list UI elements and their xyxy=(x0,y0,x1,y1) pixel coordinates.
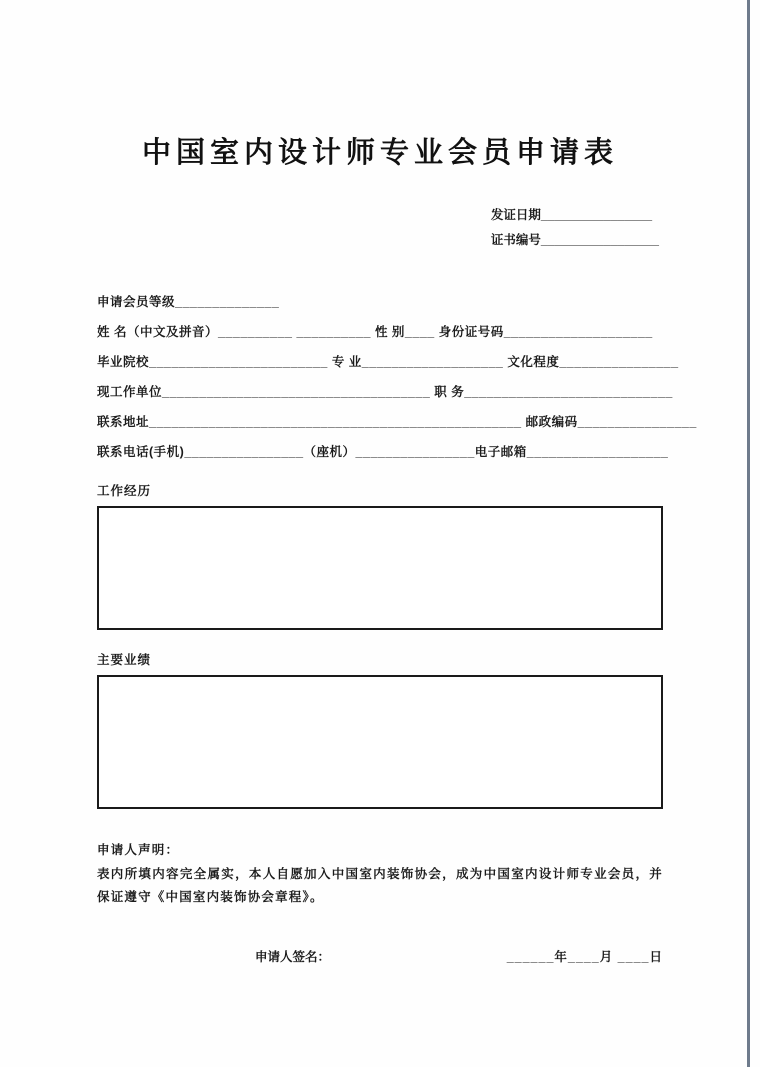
declaration-text: 表内所填内容完全属实，本人自愿加入中国室内装饰协会，成为中国室内设计师专业会员，并保证遵守《中国室内装饰协会章程》。 xyxy=(97,867,663,904)
page-title: 中国室内设计师专业会员申请表 xyxy=(141,137,618,169)
signature-row xyxy=(97,947,663,965)
work-experience-label: 工作经历 xyxy=(97,484,152,498)
form-line-name-gender-id: 姓 名（中文及拼音）__________ __________ 性 别____ 身份证号码____________________ xyxy=(97,325,653,339)
personal-info-section xyxy=(97,287,697,467)
declaration-heading: 申请人声明： xyxy=(97,843,180,857)
form-line-phone-email: 联系电话(手机)________________（座机）________________电子邮箱___________________ xyxy=(97,445,669,459)
issue-date-line: 发证日期________________ xyxy=(490,208,653,222)
work-experience-box xyxy=(97,506,663,630)
form-line-workunit-position: 现工作单位____________________________________ 职 务____________________________ xyxy=(97,385,673,399)
achievements-box xyxy=(97,675,663,809)
form-line-address-postcode: 联系地址__________________________________________________ 邮政编码________________ xyxy=(97,415,697,429)
certificate-number-line: 证书编号_________________ xyxy=(490,233,659,247)
declaration-section xyxy=(97,839,663,909)
form-line-school-major-education: 毕业院校________________________ 专 业___________________ 文化程度________________ xyxy=(97,355,679,369)
date-line: ______年____月 ____日 xyxy=(506,950,663,964)
page-edge-line xyxy=(747,0,750,1067)
form-line-member-level: 申请会员等级______________ xyxy=(97,295,280,309)
certificate-block xyxy=(491,203,659,253)
achievements-label: 主要业绩 xyxy=(97,653,152,667)
form-content xyxy=(97,0,697,965)
signature-label: 申请人签名： xyxy=(255,950,331,964)
